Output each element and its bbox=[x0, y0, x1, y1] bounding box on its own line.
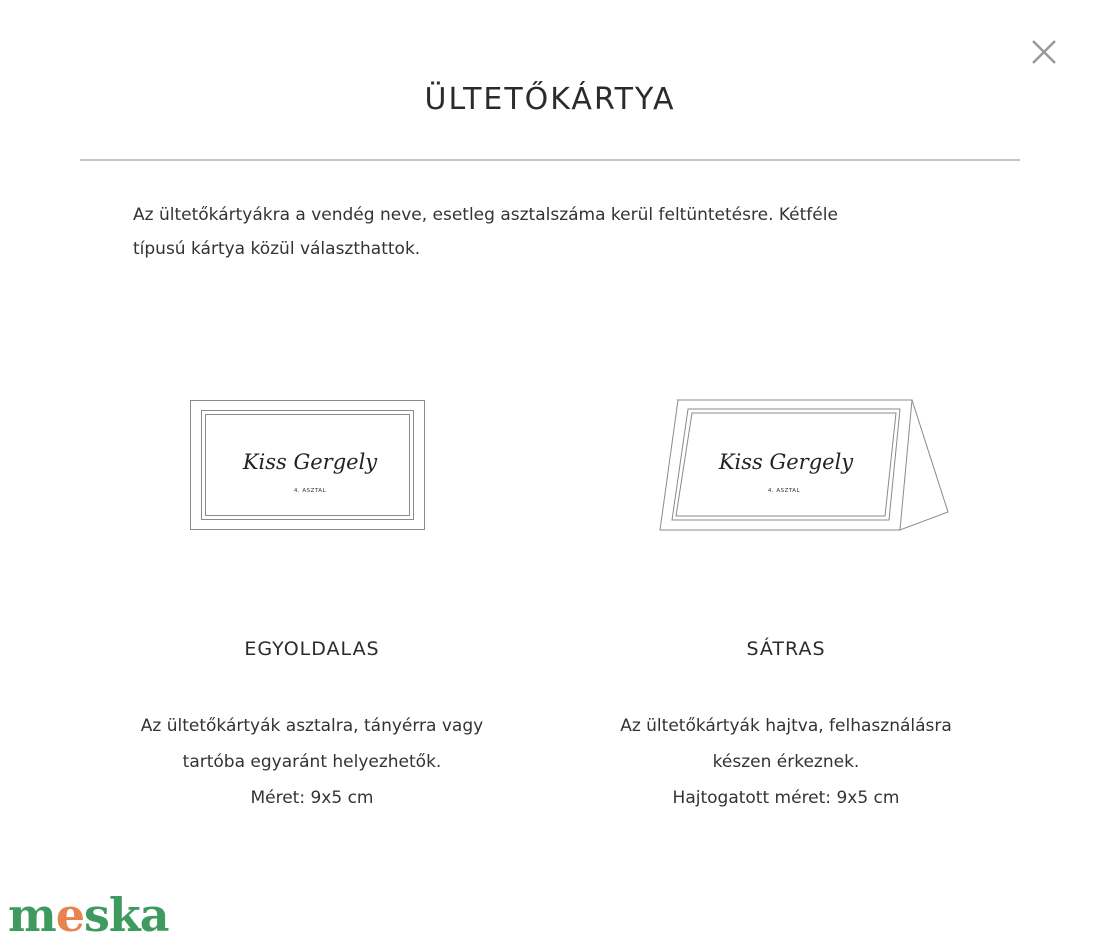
description-line: Hajtogatott méret: 9x5 cm bbox=[672, 788, 900, 808]
card-guest-name: Kiss Gergely bbox=[242, 450, 378, 474]
close-icon bbox=[1028, 36, 1060, 68]
option-description-tent bbox=[566, 708, 1006, 816]
description-line: tartóba egyaránt helyezhetők. bbox=[182, 752, 442, 772]
title-divider bbox=[80, 159, 1020, 161]
dialog-title: ÜLTETŐKÁRTYA bbox=[424, 82, 676, 117]
meska-logo bbox=[8, 888, 169, 942]
tent-card-illustration bbox=[656, 396, 952, 536]
option-title-tent: SÁTRAS bbox=[746, 638, 826, 660]
option-title-single-sided: EGYOLDALAS bbox=[244, 638, 380, 660]
card-guest-name: Kiss Gergely bbox=[718, 450, 854, 474]
description-line: Az ültetőkártyák hajtva, felhasználásra bbox=[620, 716, 952, 736]
logo-accent: e bbox=[55, 888, 84, 942]
card-table-number: 4. ASZTAL bbox=[767, 488, 801, 494]
description-line: készen érkeznek. bbox=[712, 752, 860, 772]
single-sided-card-illustration bbox=[188, 398, 428, 533]
intro-line: Az ültetőkártyákra a vendég neve, esetleg asztalszáma kerül feltüntetésre. Kétféle bbox=[133, 205, 838, 225]
intro-line: típusú kártya közül választhattok. bbox=[133, 239, 421, 259]
intro-text bbox=[133, 198, 983, 266]
description-line: Méret: 9x5 cm bbox=[250, 788, 374, 808]
close-button[interactable] bbox=[1028, 36, 1060, 68]
logo-suffix: ska bbox=[83, 888, 169, 942]
description-line: Az ültetőkártyák asztalra, tányérra vagy bbox=[140, 716, 484, 736]
logo-prefix: m bbox=[8, 888, 56, 942]
option-description-single-sided bbox=[92, 708, 532, 816]
card-table-number: 4. ASZTAL bbox=[293, 488, 327, 494]
